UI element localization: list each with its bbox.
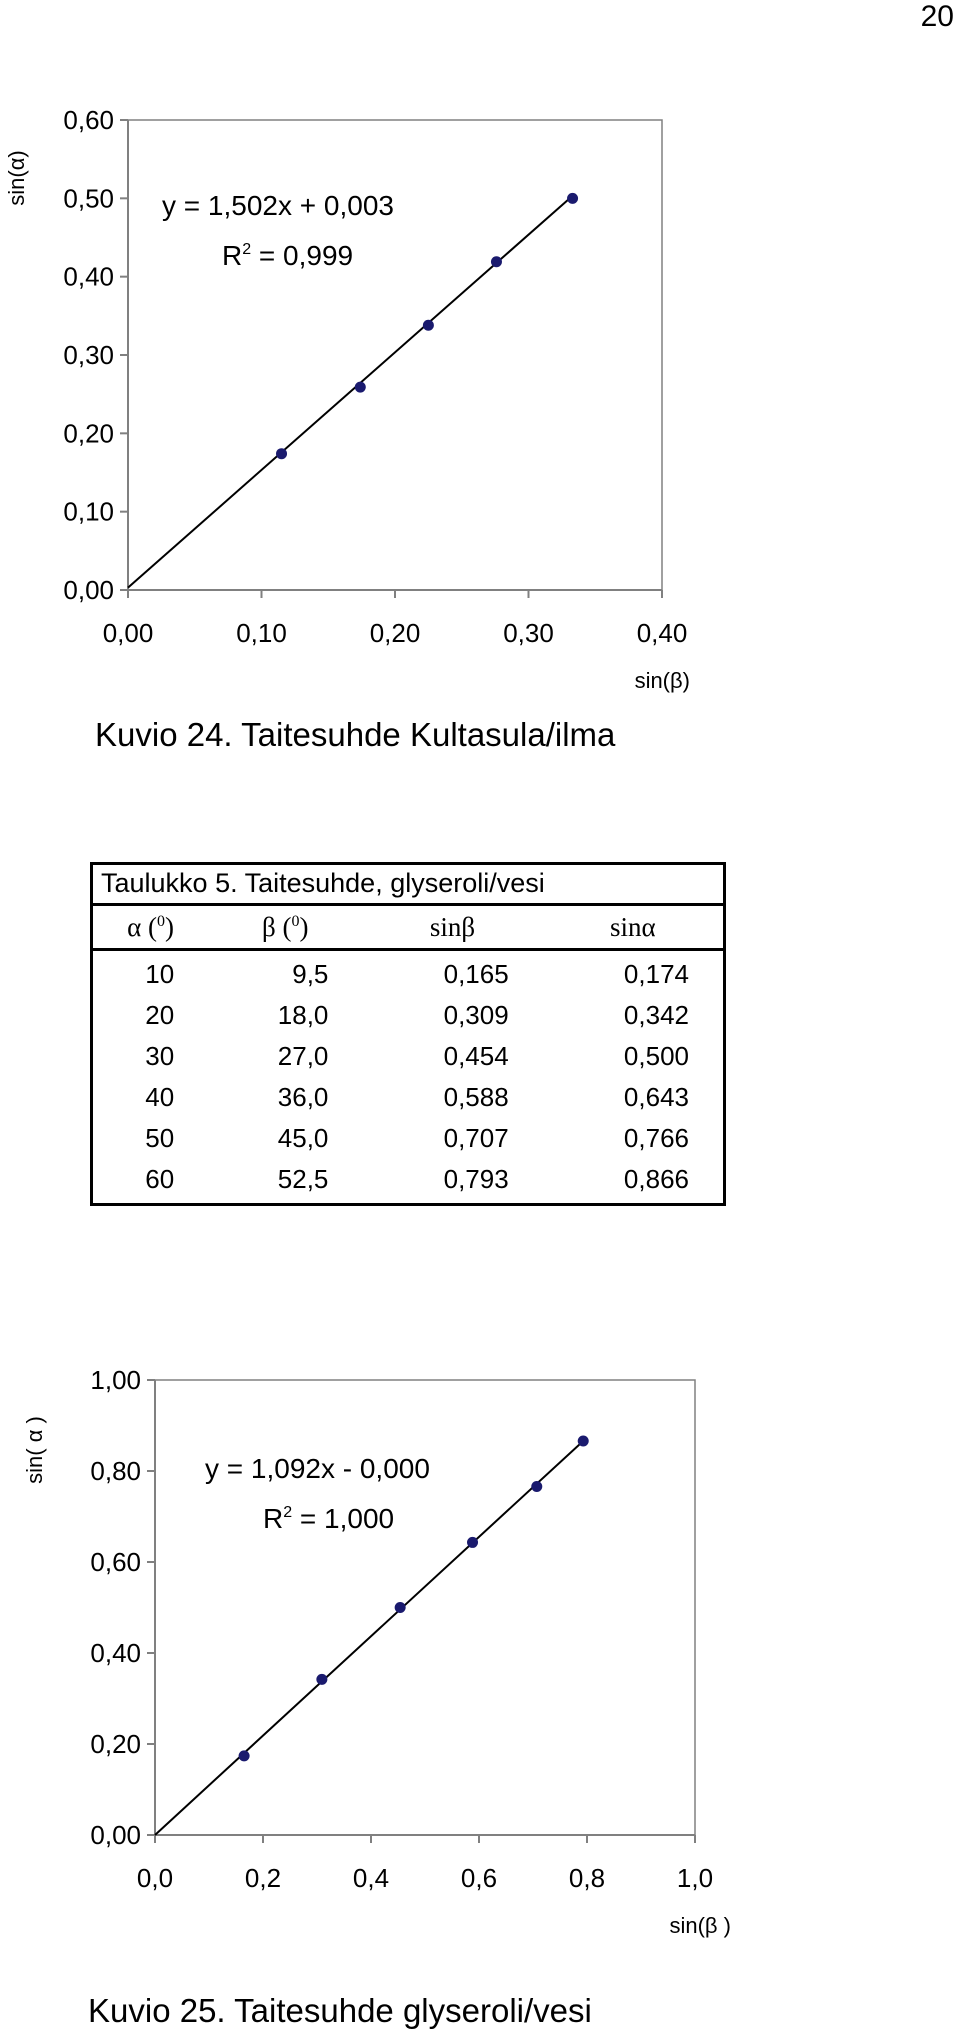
table-cell: 0,342 bbox=[623, 1000, 689, 1030]
header-sin-beta: sinβ bbox=[362, 906, 542, 950]
table-cell: 0,643 bbox=[623, 1082, 689, 1112]
x-tick-label: 0,6 bbox=[460, 1863, 498, 1893]
data-point bbox=[276, 448, 287, 459]
table-row bbox=[93, 1077, 723, 1118]
chart-1-svg bbox=[0, 0, 960, 700]
table-row bbox=[93, 995, 723, 1036]
data-point bbox=[316, 1674, 327, 1685]
y-tick-label: 0,20 bbox=[63, 418, 114, 449]
chart-2-svg bbox=[0, 1350, 960, 1990]
y-axis-label: sin( α ) bbox=[22, 1416, 47, 1484]
table-row bbox=[93, 1118, 723, 1159]
table-cell: 0,500 bbox=[623, 1041, 689, 1071]
table-cell: 9,5 bbox=[292, 959, 329, 989]
table-cell: 10 bbox=[145, 959, 175, 989]
data-point bbox=[423, 320, 434, 331]
table-cell: 60 bbox=[145, 1164, 175, 1194]
data-point bbox=[239, 1750, 250, 1761]
table-cell: 0,766 bbox=[623, 1123, 689, 1153]
table-cell: 27,0 bbox=[277, 1041, 329, 1071]
header-alpha: α ($^0$) bbox=[93, 906, 208, 950]
x-tick-label: 0,00 bbox=[102, 618, 154, 648]
figure-25-caption: Kuvio 25. Taitesuhde glyseroli/vesi bbox=[88, 1992, 592, 2029]
x-tick-label: 0,40 bbox=[636, 618, 688, 648]
x-tick-label: 0,4 bbox=[352, 1863, 390, 1893]
x-tick-label: 0,0 bbox=[136, 1863, 174, 1893]
table-cell: 0,707 bbox=[443, 1123, 509, 1153]
table-cell: 20 bbox=[145, 1000, 175, 1030]
table-cell: 36,0 bbox=[277, 1082, 329, 1112]
y-axis-label: sin(α) bbox=[4, 150, 29, 206]
table-cell: 45,0 bbox=[277, 1123, 329, 1153]
y-tick-label: 1,00 bbox=[90, 1365, 141, 1395]
table-cell: 0,165 bbox=[443, 959, 509, 989]
table-cell: 0,174 bbox=[623, 959, 689, 989]
x-tick-label: 0,10 bbox=[236, 618, 287, 648]
page-number: 20 bbox=[920, 0, 954, 33]
data-point bbox=[491, 256, 502, 267]
data-point bbox=[578, 1435, 589, 1446]
table-cell: 50 bbox=[145, 1123, 175, 1153]
y-tick-label: 0,60 bbox=[90, 1547, 141, 1577]
y-tick-label: 0,60 bbox=[63, 105, 114, 135]
r-squared: $R^2 = 0,999$ bbox=[222, 240, 354, 271]
data-point bbox=[467, 1537, 478, 1548]
y-tick-label: 0,20 bbox=[90, 1729, 141, 1759]
table-cell: 52,5 bbox=[277, 1164, 329, 1194]
figure-24-caption: Kuvio 24. Taitesuhde Kultasula/ilma bbox=[95, 716, 616, 753]
table-body bbox=[93, 950, 723, 1204]
x-tick-label: 0,30 bbox=[503, 618, 554, 648]
x-tick-label: 0,2 bbox=[244, 1863, 282, 1893]
data-point bbox=[355, 382, 366, 393]
y-tick-label: 0,40 bbox=[90, 1638, 141, 1668]
y-tick-label: 0,10 bbox=[63, 496, 114, 527]
trendline-equation: y = 1,502x + 0,003 bbox=[162, 190, 394, 221]
table-row bbox=[93, 950, 723, 996]
plot-area-border bbox=[155, 1380, 695, 1835]
data-point bbox=[531, 1481, 542, 1492]
chart-kultasula bbox=[0, 0, 960, 700]
x-tick-label: 1,0 bbox=[676, 1863, 714, 1893]
table-cell: 0,866 bbox=[623, 1164, 689, 1194]
x-axis-label: sin(β ) bbox=[669, 1913, 731, 1938]
trendline-equation: y = 1,092x - 0,000 bbox=[205, 1453, 430, 1484]
y-tick-label: 0,40 bbox=[63, 261, 114, 292]
table-title: Taulukko 5. Taitesuhde, glyseroli/vesi bbox=[93, 865, 723, 906]
table-cell: 18,0 bbox=[277, 1000, 329, 1030]
table-cell: 0,454 bbox=[443, 1041, 509, 1071]
data-point bbox=[395, 1602, 406, 1613]
x-tick-label: 0,20 bbox=[369, 618, 421, 648]
y-tick-label: 0,80 bbox=[90, 1456, 141, 1486]
x-tick-label: 0,8 bbox=[568, 1863, 606, 1893]
table-row bbox=[93, 1159, 723, 1203]
y-tick-label: 0,00 bbox=[63, 575, 114, 605]
table-header-row bbox=[93, 906, 723, 950]
trendline bbox=[155, 1442, 582, 1835]
table-5 bbox=[90, 862, 726, 1206]
data-table bbox=[93, 906, 723, 1203]
table-cell: 0,309 bbox=[443, 1000, 509, 1030]
table-cell: 0,588 bbox=[443, 1082, 509, 1112]
y-tick-label: 0,50 bbox=[63, 183, 114, 214]
y-tick-label: 0,00 bbox=[90, 1820, 141, 1850]
data-point bbox=[567, 193, 578, 204]
y-tick-label: 0,30 bbox=[63, 340, 114, 370]
table-cell: 30 bbox=[145, 1041, 175, 1071]
table-row bbox=[93, 1036, 723, 1077]
header-beta: β ($^0$) bbox=[208, 906, 362, 950]
x-axis-label: sin(β) bbox=[634, 668, 690, 693]
chart-glyseroli bbox=[0, 1350, 960, 1990]
header-sin-alpha: sinα bbox=[543, 906, 723, 950]
table-cell: 0,793 bbox=[443, 1164, 509, 1194]
r-squared: $R^2 = 1,000$ bbox=[263, 1503, 395, 1534]
table-cell: 40 bbox=[145, 1082, 175, 1112]
